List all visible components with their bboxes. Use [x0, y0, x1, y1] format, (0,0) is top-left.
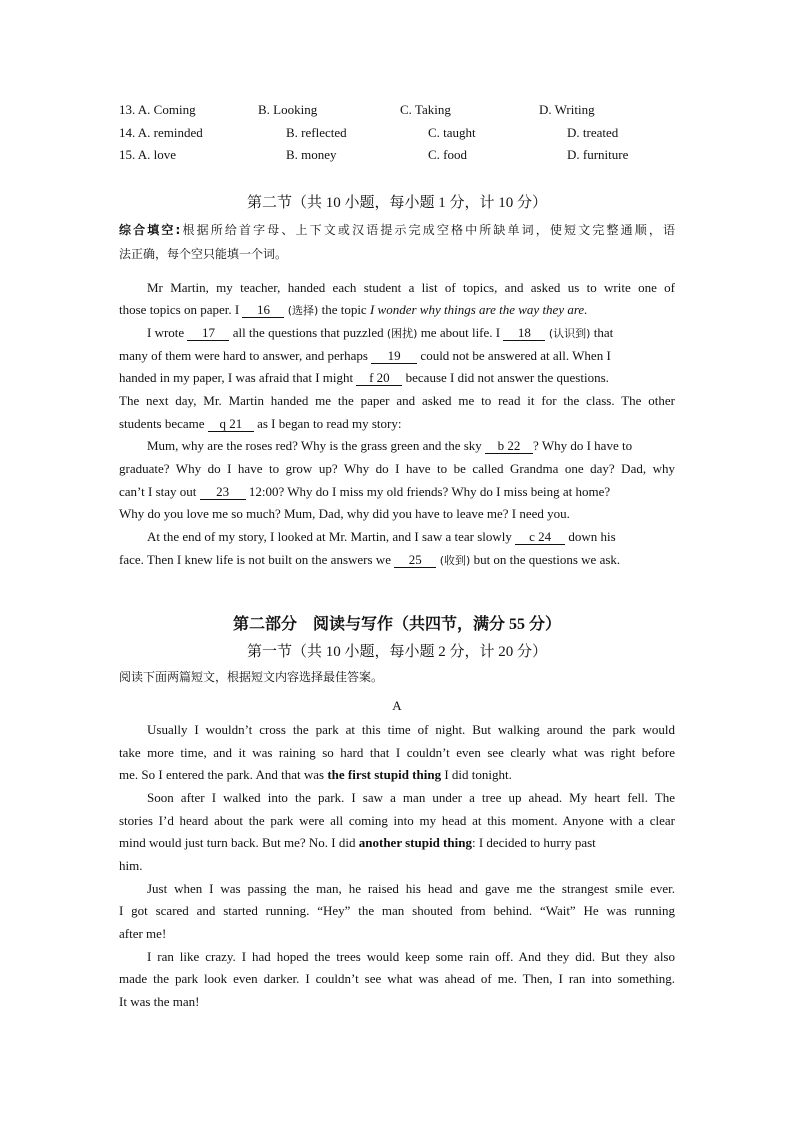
text: face. Then I knew life is not built on the answers we	[119, 552, 395, 567]
text: 12:00? Why do I miss my old friends? Why do I miss being at home?	[245, 484, 611, 499]
text: but on the questions we ask.	[470, 552, 621, 567]
instruction-text-1: 根据所给首字母、上下文或汉语提示完成空格中所缺单词，使短文完整通顺，语	[180, 223, 675, 237]
cloze-line-13	[119, 552, 675, 569]
passage-a-p1-l1: Usually I wouldn’t cross the park at this time of night. But walking around the park would	[147, 722, 675, 737]
option-14c: C. taught	[428, 125, 476, 140]
section2-instruction-line2	[119, 246, 675, 262]
first-stupid-thing: the first stupid thing	[327, 767, 442, 782]
text: mind would just turn back. But me? No. I did	[119, 835, 359, 850]
passage-label: A	[392, 698, 402, 713]
option-15b: B. money	[286, 147, 337, 162]
text: At the end of my story, I looked at Mr. Martin, and I saw a tear slowly	[147, 529, 516, 544]
instruction-text-2: 法正确，每个空只能填一个词。	[119, 247, 288, 261]
cloze-line-4	[119, 348, 675, 364]
cloze-line-1: Mr Martin, my teacher, handed each student a list of topics, and asked us to write one of	[147, 280, 675, 295]
section2-instruction-line1	[119, 222, 675, 238]
passage-a-p3-l3: after me!	[119, 926, 167, 941]
option-13d: D. Writing	[539, 102, 595, 117]
instruction-text: 阅读下面两篇短文，根据短文内容选择最佳答案。	[119, 670, 384, 684]
option-15c: C. food	[428, 147, 467, 162]
text: many of them were hard to answer, and perhaps	[119, 348, 372, 363]
blank-18[interactable]: 18	[503, 326, 545, 341]
cloze-line-12	[147, 529, 675, 545]
passage-a-p2-l1: Soon after I walked into the park. I saw a man under a tree up ahead. My heart fell. The	[147, 790, 675, 805]
blank-17[interactable]: 17	[187, 326, 229, 341]
cloze-line-3	[147, 325, 675, 342]
option-13b: B. Looking	[258, 102, 318, 117]
passage-a-p4-l1: I ran like crazy. I had hoped the trees would keep some rain off. And they did. But they also	[147, 949, 675, 964]
hint-puzzled: (困扰)	[386, 327, 418, 340]
passage-a-p2-l3	[119, 835, 675, 851]
hint-18: (认识到)	[545, 327, 591, 340]
instruction-label: 综合填空:	[119, 223, 181, 237]
text: as I began to read my story:	[253, 416, 402, 431]
text: me. So I entered the park. And that was	[119, 767, 328, 782]
cloze-line-9: graduate? Why do I have to grow up? Why do I have to be called Grandma one day? Dad, why	[119, 461, 675, 476]
text: me about life. I	[417, 325, 504, 340]
text: those topics on paper. I	[119, 302, 243, 317]
cloze-line-10	[119, 484, 675, 500]
text: handed in my paper, I was afraid that I might	[119, 370, 357, 385]
blank-24[interactable]: c 24	[515, 530, 565, 545]
text: could not be answered at all. When I	[417, 348, 611, 363]
text: : I decided to hurry past	[471, 835, 596, 850]
cloze-line-8	[147, 438, 675, 454]
blank-16[interactable]: 16	[242, 303, 284, 318]
cloze-line-2	[119, 302, 675, 319]
another-stupid-thing: another stupid thing	[358, 835, 472, 850]
passage-a-p4-l3: It was the man!	[119, 994, 200, 1009]
part2-heading: 第二部分 阅读与写作（共四节，满分 55 分）	[232, 616, 561, 633]
passage-a-p4-l2: made the park look even darker. I couldn’t see what was ahead of me. Then, I ran into something.	[119, 971, 675, 986]
text: ? Why do I have to	[533, 438, 633, 453]
text: I did tonight.	[441, 767, 512, 782]
option-15d: D. furniture	[567, 147, 629, 162]
option-13a: 13. A. Coming	[119, 102, 196, 117]
blank-21[interactable]: q 21	[208, 417, 254, 432]
passage-a-p2-l2: stories I’d heard about the park were all coming into my head at this moment. Anyone with a clear	[119, 813, 675, 828]
text: the topic	[318, 302, 370, 317]
text: Mum, why are the roses red? Why is the grass green and the sky	[147, 438, 486, 453]
part2-instruction	[119, 669, 675, 685]
cloze-line-5	[119, 370, 675, 386]
blank-25[interactable]: 25	[394, 553, 436, 568]
option-14d: D. treated	[567, 125, 619, 140]
text: that	[590, 325, 614, 340]
passage-a-p1-l3	[119, 767, 675, 783]
blank-19[interactable]: 19	[371, 349, 417, 364]
blank-20[interactable]: f 20	[356, 371, 402, 386]
passage-a-p3-l2: I got scared and started running. “Hey” the man shouted from behind. “Wait” He was running	[119, 903, 675, 918]
blank-22[interactable]: b 22	[485, 439, 533, 454]
cloze-line-6: The next day, Mr. Martin handed me the paper and asked me to read it for the class. The other	[119, 393, 675, 408]
option-13c: C. Taking	[400, 102, 451, 117]
topic-title: I wonder why things are the way they are.	[369, 302, 588, 317]
text: down his	[565, 529, 616, 544]
option-15a: 15. A. love	[119, 147, 177, 162]
text: I wrote	[147, 325, 188, 340]
hint-25: (收到)	[436, 554, 471, 567]
part2-subheading: 第一节（共 10 小题，每小题 2 分，计 20 分）	[246, 644, 547, 660]
option-14b: B. reflected	[286, 125, 347, 140]
text: all the questions that puzzled	[229, 325, 387, 340]
passage-a-p3-l1: Just when I was passing the man, he raised his head and gave me the strangest smile ever.	[147, 881, 675, 896]
text: because I did not answer the questions.	[402, 370, 609, 385]
hint-16: (选择)	[287, 304, 319, 317]
blank-23[interactable]: 23	[200, 485, 246, 500]
passage-a-p1-l2: take more time, and it was raining so hard that I couldn’t even see clearly what was right before	[119, 745, 675, 760]
text: can’t I stay out	[119, 484, 200, 499]
text: students became	[119, 416, 208, 431]
cloze-line-7	[119, 416, 675, 432]
cloze-line-11: Why do you love me so much? Mum, Dad, why did you have to leave me? I need you.	[119, 506, 570, 521]
passage-a-p2-l4: him.	[119, 858, 143, 873]
section2-heading: 第二节（共 10 小题，每小题 1 分，计 10 分）	[246, 195, 547, 211]
option-14a: 14. A. reminded	[119, 125, 203, 140]
